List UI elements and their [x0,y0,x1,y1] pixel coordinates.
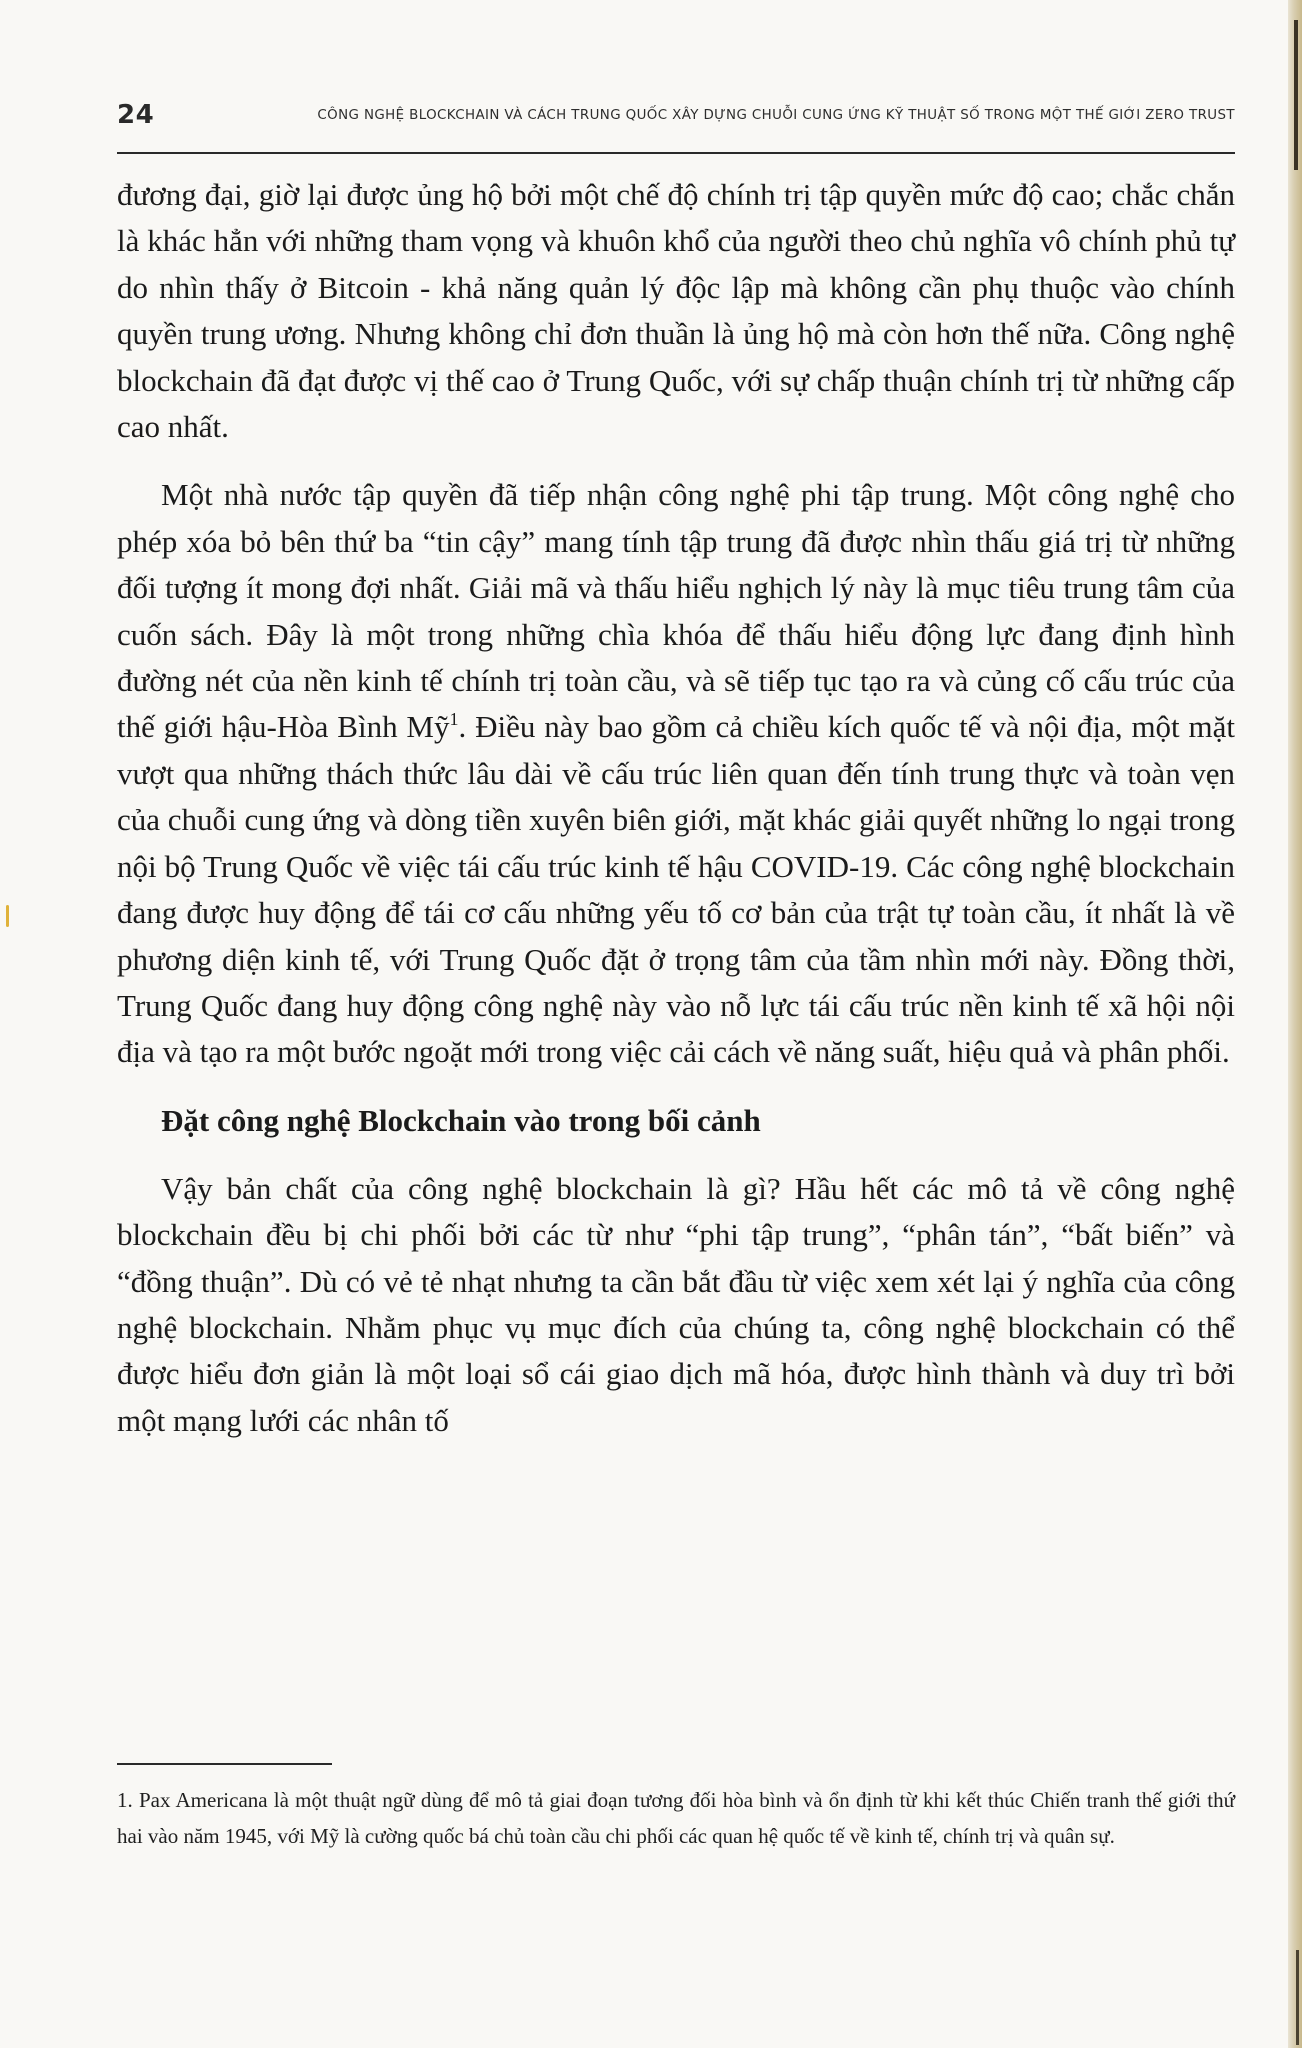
page-edge-shadow [1288,0,1302,2048]
footnote-reference: 1 [449,709,459,730]
page-edge-mark-top [1294,20,1298,170]
paragraph-3: Vậy bản chất của công nghệ blockchain là gì? Hầu hết các mô tả về công nghệ blockchain đều bị chi phối bởi các từ như “phi tập trung”, “phân tán”, “bất biến” và “đồng thuận”. Dù có vẻ tẻ nhạt nhưng ta cần bắt đầu từ việc xem xét lại ý nghĩa của công nghệ blockchain. Nhằm phục vụ mục đích của chúng ta, công nghệ blockchain có thể được hiểu đơn giản là một loại sổ cái giao dịch mã hóa, được hình thành và duy trì bởi một mạng lưới các nhân tố [117,1170,1235,1438]
page-number: 24 [117,100,155,130]
header-rule [117,152,1235,154]
section-heading: Đặt công nghệ Blockchain vào trong bối cảnh [161,1102,761,1138]
running-header [117,100,1235,140]
paragraph-2-part-1: Một nhà nước tập quyền đã tiếp nhận công nghệ phi tập trung. Một công nghệ cho phép xóa bỏ bên thứ ba “tin cậy” mang tính tập trung đã được nhìn thấu giá trị từ những đối tượng ít mong đợi nhất. Giải mã và thấu hiểu nghịch lý này là mục tiêu trung tâm của cuốn sách. Đây là một trong những chìa khóa để thấu hiểu động lực đang định hình đường nét của nền kinh tế chính trị toàn cầu, và sẽ tiếp tục tạo ra và củng cố cấu trúc của thế giới hậu-Hòa Bình Mỹ [117,477,1235,745]
paragraph-1: đương đại, giờ lại được ủng hộ bởi một chế độ chính trị tập quyền mức độ cao; chắc chắn là khác hẳn với những tham vọng và khuôn khổ của người theo chủ nghĩa vô chính phủ tự do nhìn thấy ở Bitcoin - khả năng quản lý độc lập mà không cần phụ thuộc vào chính quyền trung ương. Nhưng không chỉ đơn thuần là ủng hộ mà còn hơn thế nữa. Công nghệ blockchain đã đạt được vị thế cao ở Trung Quốc, với sự chấp thuận chính trị từ những cấp cao nhất. [117,177,1235,445]
footnote-rule [117,1763,332,1765]
body-text [117,172,1235,1444]
running-title: CÔNG NGHỆ BLOCKCHAIN VÀ CÁCH TRUNG QUỐC XÂY DỰNG CHUỖI CUNG ỨNG KỸ THUẬT SỐ TRONG MỘT THẾ GIỚI ZERO TRUST [317,108,1235,123]
page-edge-mark-bottom [1296,1950,1299,2045]
paragraph-2-part-2: . Điều này bao gồm cả chiều kích quốc tế và nội địa, một mặt vượt qua những thách thức lâu dài về cấu trúc liên quan đến tính trung thực và toàn vẹn của chuỗi cung ứng và dòng tiền xuyên biên giới, mặt khác giải quyết những lo ngại trong nội bộ Trung Quốc về việc tái cấu trúc kinh tế hậu COVID-19. Các công nghệ blockchain đang được huy động để tái cơ cấu những yếu tố cơ bản của trật tự toàn cầu, ít nhất là về phương diện kinh tế, với Trung Quốc đặt ở trọng tâm của tầm nhìn mới này. Đồng thời, Trung Quốc đang huy động công nghệ này vào nỗ lực tái cấu trúc nền kinh tế xã hội nội địa và tạo ra một bước ngoặt mới trong việc cải cách về năng suất, hiệu quả và phân phối. [117,709,1236,1070]
footnote: 1. Pax Americana là một thuật ngữ dùng để mô tả giai đoạn tương đối hòa bình và ổn định từ khi kết thúc Chiến tranh thế giới thứ hai vào năm 1945, với Mỹ là cường quốc bá chủ toàn cầu chi phối các quan hệ quốc tế về kinh tế, chính trị và quân sự. [117,1788,1235,1848]
margin-mark [6,905,9,927]
paragraph-gap [117,1144,1235,1166]
paragraph-2 [117,472,1235,1075]
paragraph-gap [117,450,1235,472]
paragraph-gap [117,1076,1235,1098]
